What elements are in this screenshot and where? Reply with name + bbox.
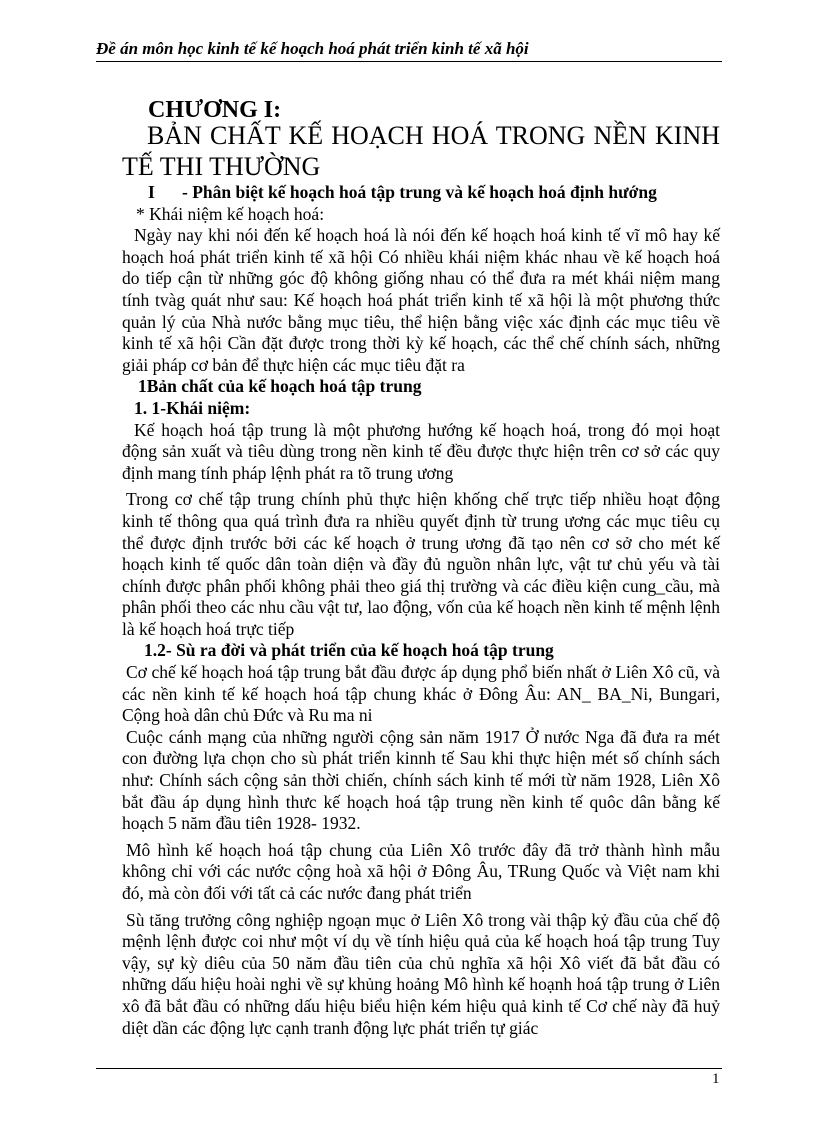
paragraph-3: Cơ chế kế hoạch hoá tập trung bắt đầu được áp dụng phổ biến nhất ở Liên Xô cũ, và các nền kinh tế kế hoạch hoá tập chung khác ở Đông Âu: AN_ BA_Ni, Bungari, Cộng hoà dân chủ Đức và Ru ma ni xyxy=(122,662,720,726)
running-header: Đề án môn học kinh tế kế hoạch hoá phát triển kinh tế xã hội xyxy=(96,39,529,58)
heading-1-2: 1.2- Sù ra đời và phát triển của kế hoạch hoá tập trung xyxy=(144,640,554,661)
paragraph-6: Sù tăng trưởng công nghiệp ngoạn mục ở Liên Xô trong vài thập kỷ đầu của chế độ mệnh lệnh được coi như một ví dụ về tính hiệu quả của kế hoạch hoá tập trung Tuy vậy, sự kỳ diêu của 50 năm đầu tiên của chủ nghĩa xã hội Xô viết đã bắt đầu có những dấu hiệu hoài nghi về sự khủng hoảng Mô hình kế hoạnh hoá tập trung ở Liên xô đã bắt đầu có những dấu hiệu biểu hiện kém hiệu quả kinh tế Cơ chế này đã huỷ diệt dần các động lực cạnh tranh động lực phát triển tự giác xyxy=(122,909,720,1038)
page-number: 1 xyxy=(712,1071,720,1087)
header-rule xyxy=(96,61,722,62)
footer-rule xyxy=(96,1068,722,1069)
section-number: I xyxy=(148,182,155,202)
heading-1: 1Bản chất của kế hoạch hoá tập trung xyxy=(138,376,422,397)
paragraph-5: Mô hình kế hoạch hoá tập chung của Liên Xô trước đây đã trở thành hình mẫu không chỉ với các nước cộng hoà xã hội ở Đông Âu, TRung Quốc và Việt nam khi đó, mà còn đối với tất cả các nước đang phát triển xyxy=(122,839,720,903)
section-heading xyxy=(122,182,720,204)
concept-label: * Khái niệm kế hoạch hoá: xyxy=(136,203,325,224)
chapter-title: BẢN CHẤT KẾ HOẠCH HOÁ TRONG NỀN KINH TẾ THI THƯỜNG xyxy=(122,121,720,181)
paragraph-concept: Ngày nay khi nói đến kế hoạch hoá là nói đến kế hoạch hoá kinh tế vĩ mô hay kế hoạch hoá phát triển kinh tế xã hội Có nhiều khái niệm khác nhau về kế hoạch hoá do tiếp cận từ những góc độ không giống nhau có thể đưa ra mét khái niệm mang tính tvàg quát như sau: Kế hoạch hoá phát triển kinh tế xã hội là một phương thức quản lý của Nhà nước bằng mục tiêu, thể hiện bằng việc xác định các mục tiêu về kinh tế xã hội Cần đặt được trong thời kỳ kế hoạch, các thể chế chính sách, những giải pháp cơ bản để thực hiện các mục tiêu đặt ra xyxy=(122,225,720,375)
heading-1-1: 1. 1-Khái niệm: xyxy=(134,397,251,418)
body-text xyxy=(122,182,720,1039)
paragraph-2: Trong cơ chế tập trung chính phủ thực hiện khống chế trực tiếp nhiều hoạt động kinh tế thông qua quá trình đưa ra nhiều quyết định từ trung ương các mục tiêu cụ thể được định trước bởi các kế hoạch ở trung ương đã tạo nên cơ sở cho mét kế hoạch kinh tế quốc dân toàn diện và đầy đủ nguồn nhân lực, vật tư chủ yếu và tài chính được phân phối không phải theo giá thị trường và các điều kiện cung_cầu, mà phân phối theo các nhu cầu vật tư, lao động, vốn của kế hoạch nền kinh tế mệnh lệnh là kế hoạch hoá trực tiếp xyxy=(122,489,720,639)
paragraph-4: Cuộc cánh mạng của những người cộng sản năm 1917 Ở nước Nga đã đưa ra mét con đường lựa chọn cho sù phát triển kinnh tế Sau khi thực hiện mét số chính sách như: Chính sách cộng sản thời chiến, chính sách kinh tế mới từ năm 1928, Liên Xô bắt đầu áp dụng hình thưc kế hoạch hoá tập trung nền kinh tế quôc dân bằng kế hoạch 5 năm đầu tiên 1928- 1932. xyxy=(122,726,720,834)
chapter-number: CHƯƠNG I: xyxy=(148,97,282,123)
section-title: - Phân biệt kế hoạch hoá tập trung và kế hoạch hoá định hướng xyxy=(182,182,657,202)
paragraph-1: Kế hoạch hoá tập trung là một phương hướng kế hoạch hoá, trong đó mọi hoạt động sản xuất và tiêu dùng trong nền kinh tế đều được thực hiện trên cơ sở các quy định mang tính pháp lệnh phát ra tõ trung ương xyxy=(122,419,720,483)
